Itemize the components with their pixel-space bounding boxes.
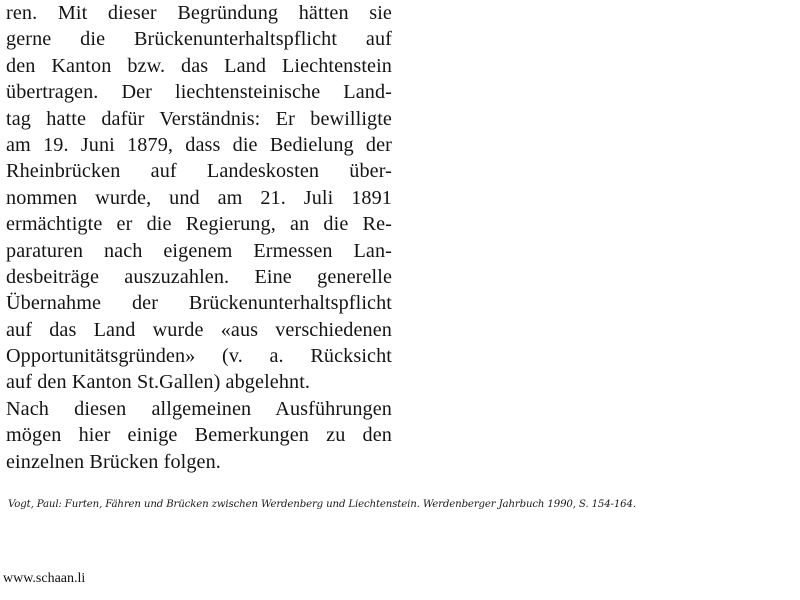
- text-line-4: übertragen. Der liechtensteinische Land-: [6, 81, 392, 104]
- text-line-14: Opportunitätsgründen» (v. a. Rücksicht: [6, 345, 392, 368]
- text-line-18: einzelnen Brücken folgen.: [6, 450, 221, 473]
- text-line-10: paraturen nach eigenem Ermessen Lan-: [6, 239, 392, 262]
- text-line-13: auf das Land wurde «aus verschiedenen: [6, 318, 392, 341]
- text-line-2: gerne die Brückenunterhaltspflicht auf: [6, 28, 392, 51]
- text-line-17: mögen hier einige Bemerkungen zu den: [6, 424, 392, 447]
- text-line-15: auf den Kanton St.Gallen) abgelehnt.: [6, 371, 311, 394]
- website-footer: www.schaan.li: [3, 571, 86, 586]
- scanned-text-block: [6, 0, 392, 475]
- text-line-5: tag hatte dafür Verständnis: Er bewilligte: [6, 107, 392, 130]
- text-line-9: ermächtigte er die Regierung, an die Re-: [6, 213, 392, 236]
- text-line-8: nommen wurde, und am 21. Juli 1891: [6, 186, 392, 209]
- text-line-11: desbeiträge auszuzahlen. Eine generelle: [6, 265, 392, 288]
- text-line-7: Rheinbrücken auf Landeskosten über-: [6, 160, 392, 183]
- text-line-16: Nach diesen allgemeinen Ausführungen: [6, 397, 392, 420]
- text-line-1: ren. Mit dieser Begründung hätten sie: [6, 2, 392, 24]
- source-citation: Vogt, Paul: Furten, Fähren und Brücken zwischen Werdenberg und Liechtenstein. Werdenberger Jahrbuch 1990, S. 154-164.: [8, 499, 636, 510]
- text-line-12: Übernahme der Brückenunterhaltspflicht: [6, 292, 392, 315]
- text-line-3: den Kanton bzw. das Land Liechtenstein: [6, 54, 392, 77]
- text-line-6: am 19. Juni 1879, dass die Bedielung der: [6, 133, 392, 156]
